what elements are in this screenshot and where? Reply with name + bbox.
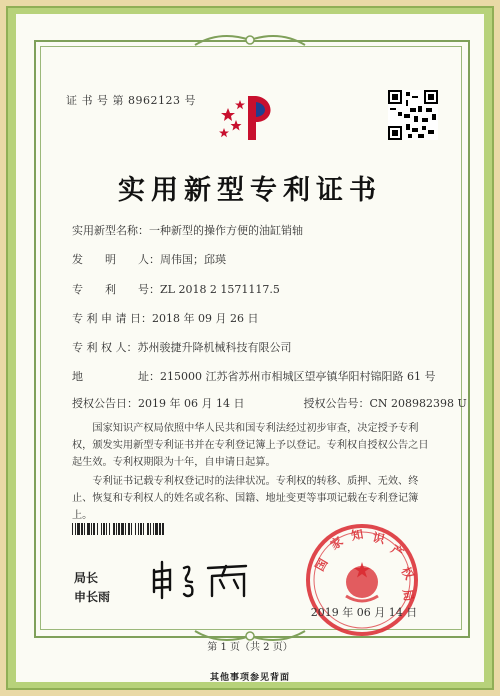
patent-number-value: ZL 2018 2 1571117.5 bbox=[160, 283, 280, 296]
cnipa-logo-icon bbox=[216, 86, 286, 146]
director-title: 局长 bbox=[74, 571, 99, 585]
svg-text:局: 局 bbox=[400, 588, 416, 603]
utility-model-name-row bbox=[72, 222, 303, 238]
svg-text:家: 家 bbox=[327, 534, 346, 553]
inventor-label: 发 明 人： bbox=[72, 253, 160, 266]
address-label: 地 址： bbox=[72, 370, 160, 383]
utility-model-name-label: 实用新型名称： bbox=[72, 224, 149, 237]
patent-number-row bbox=[72, 281, 280, 297]
inventor-value: 周伟国；邱瑛 bbox=[160, 253, 226, 266]
filing-date-label: 专 利 申 请 日： bbox=[72, 312, 152, 325]
certificate-number: 证 书 号 第 8962123 号 bbox=[66, 94, 196, 107]
director-name: 申长雨 bbox=[74, 590, 111, 604]
svg-text:识: 识 bbox=[371, 530, 387, 547]
grant-date-label: 授权公告日： bbox=[72, 397, 138, 410]
see-back-note: 其他事项参见背面 bbox=[209, 673, 290, 683]
qr-code-icon bbox=[388, 90, 438, 140]
page-number: 第 1 页（共 2 页） bbox=[207, 642, 293, 653]
address-value: 215000 江苏省苏州市相城区望亭镇华阳村锦阳路 61 号 bbox=[160, 370, 436, 383]
legal-status-paragraph: 专利证书记载专利权登记时的法律状况。专利权的转移、质押、无效、终止、恢复和专利权人的姓名或名称、国籍、地址变更等事项记载在专利登记簿上。 bbox=[72, 476, 419, 521]
grant-date-value: 2019 年 06 月 14 日 bbox=[138, 397, 245, 410]
svg-text:知: 知 bbox=[350, 527, 365, 543]
inventor-row bbox=[72, 251, 226, 267]
svg-text:国: 国 bbox=[312, 556, 331, 574]
filing-date-value: 2018 年 09 月 26 日 bbox=[152, 312, 259, 325]
patentee-value: 苏州骏捷升降机械科技有限公司 bbox=[137, 341, 292, 354]
barcode-icon bbox=[72, 523, 238, 535]
svg-text:权: 权 bbox=[398, 564, 417, 582]
director-signature-icon bbox=[148, 560, 258, 600]
seal-date: 2019 年 06 月 14 日 bbox=[310, 606, 418, 619]
grant-number-label: 授权公告号： bbox=[303, 397, 370, 410]
address-row bbox=[72, 368, 435, 384]
patent-number-label: 专 利 号： bbox=[72, 283, 160, 296]
certificate-title: 实用新型专利证书 bbox=[118, 175, 382, 206]
svg-text:产: 产 bbox=[388, 541, 407, 561]
filing-date-row bbox=[72, 310, 258, 326]
utility-model-name-value: 一种新型的操作方便的油缸销轴 bbox=[149, 224, 303, 237]
grant-number-value: CN 208982398 U bbox=[369, 397, 467, 410]
patentee-label: 专 利 权 人： bbox=[72, 341, 138, 354]
grant-statement-paragraph: 国家知识产权局依照中华人民共和国专利法经过初步审查，决定授予专利权，颁发实用新型专利证书并在专利登记簿上予以登记。专利权自授权公告之日起生效。专利权期限为十年，自申请日起算。 bbox=[72, 423, 429, 468]
grant-row bbox=[72, 395, 467, 411]
top-ornament-icon bbox=[190, 30, 310, 50]
patentee-row bbox=[72, 339, 292, 355]
cnipa-seal-icon bbox=[302, 520, 422, 640]
